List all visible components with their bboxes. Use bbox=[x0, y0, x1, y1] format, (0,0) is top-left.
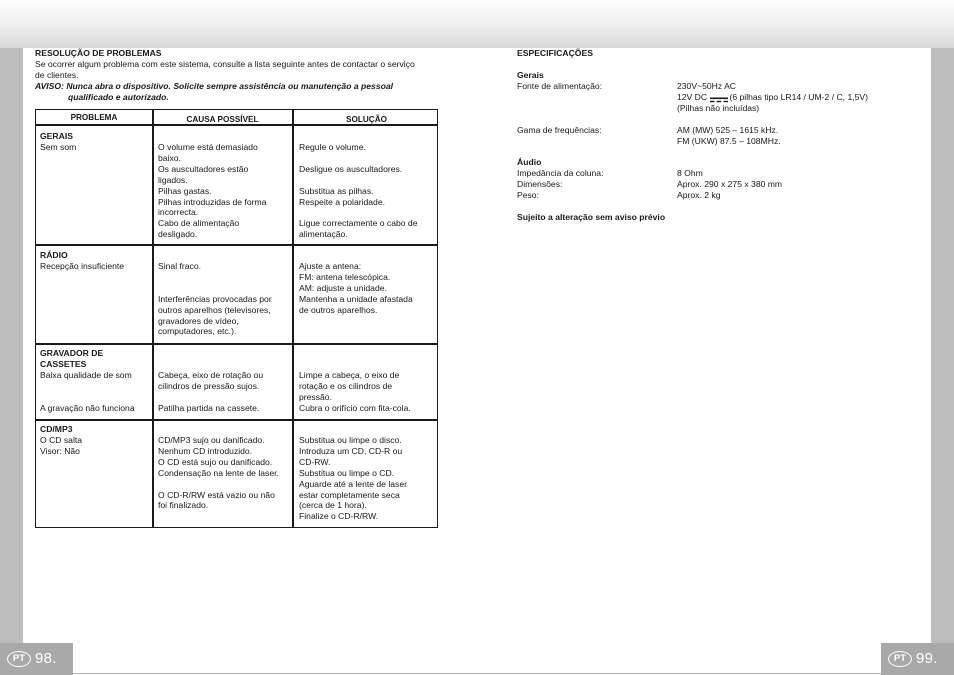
header-cause: CAUSA POSSÍVEL bbox=[186, 115, 259, 124]
solution-line: Mantenha a unidade afastada bbox=[299, 293, 413, 304]
solution-line: de outros aparelhos. bbox=[299, 304, 378, 315]
cause-radio bbox=[158, 261, 290, 337]
spec-dimensions-value: Aprox. 290 x 275 x 380 mm bbox=[677, 179, 783, 189]
spec-weight-label: Peso: bbox=[517, 190, 539, 200]
cause-line: Nenhum CD introduzido. bbox=[158, 445, 253, 456]
cause-line: cilindros de pressão sujos. bbox=[158, 380, 260, 391]
spec-power-label: Fonte de alimentação: bbox=[517, 81, 603, 91]
cause-line: Os auscultadores estão bbox=[158, 163, 249, 174]
solution-line: Substitua ou limpe o disco. bbox=[299, 435, 402, 445]
header-band bbox=[0, 0, 954, 48]
cause-line: Cabeça, eixo de rotação ou bbox=[158, 370, 264, 380]
table-row-divider bbox=[36, 244, 437, 246]
cause-line: Pilhas gastas. bbox=[158, 185, 212, 196]
section-heading: CD/MP3 bbox=[40, 424, 73, 434]
solution-line: Substitua as pilhas. bbox=[299, 185, 374, 196]
solution-line: Ajuste a antena: bbox=[299, 261, 362, 271]
solution-line: (cerca de 1 hora). bbox=[299, 500, 367, 511]
spec-dimensions-label: Dimensões: bbox=[517, 179, 563, 189]
solution-line: pressão. bbox=[299, 391, 332, 402]
section-heading: CASSETES bbox=[40, 358, 87, 369]
spec-power-value-1: 230V~50Hz AC bbox=[677, 81, 737, 91]
footer-rule bbox=[73, 673, 881, 674]
cause-line: incorrecta. bbox=[158, 207, 199, 218]
spacer bbox=[40, 381, 150, 403]
spacer bbox=[299, 153, 437, 164]
problem-text: Visor: Não bbox=[40, 445, 80, 456]
cause-line: computadores, etc.). bbox=[158, 326, 237, 337]
page-badge-left bbox=[0, 643, 73, 675]
spec-freq-value-1: AM (MW) 525 – 1615 kHz. bbox=[677, 125, 779, 135]
dc-battery-info: (6 pilhas tipo LR14 / UM-2 / C, 1,5V) bbox=[729, 92, 868, 102]
section-heading: GRAVADOR DE bbox=[40, 348, 104, 358]
table-col-divider bbox=[152, 110, 154, 527]
cause-line: O volume está demasiado bbox=[158, 142, 258, 152]
solution-line: Regule o volume. bbox=[299, 142, 366, 152]
spacer bbox=[158, 272, 290, 294]
header-problem: PROBLEMA bbox=[70, 113, 118, 122]
solution-line: AM: adjuste a unidade. bbox=[299, 282, 387, 293]
cause-general bbox=[158, 142, 290, 240]
section-cassette bbox=[40, 348, 150, 413]
solution-line: CD-RW. bbox=[299, 456, 331, 467]
cause-line: Interferências provocadas por bbox=[158, 293, 272, 304]
section-radio bbox=[40, 250, 150, 272]
cause-line: outros aparelhos (televisores, bbox=[158, 304, 271, 315]
problem-text: O CD salta bbox=[40, 434, 83, 445]
spec-impedance-value: 8 Ohm bbox=[677, 168, 703, 178]
cause-line: O CD está sujo ou danificado. bbox=[158, 456, 273, 467]
spec-audio-heading: Áudio bbox=[517, 157, 542, 167]
solution-line: Introduza um CD, CD-R ou bbox=[299, 445, 403, 456]
spec-power-value-3: (Pilhas não incluídas) bbox=[677, 103, 760, 113]
spec-freq-value-2: FM (UKW) 87.5 – 108MHz. bbox=[677, 136, 781, 146]
table-col-divider bbox=[292, 110, 294, 527]
problem-text: Baixa qualidade de som bbox=[40, 369, 132, 380]
solution-radio bbox=[299, 261, 437, 316]
cause-line: Pilhas introduzidas de forma bbox=[158, 196, 267, 207]
spec-general-heading: Gerais bbox=[517, 70, 544, 80]
solution-line: rotação e os cilindros de bbox=[299, 380, 393, 391]
warning-line-1: AVISO: Nunca abra o dispositivo. Solicite sempre assistência ou manutenção a pessoal bbox=[35, 81, 394, 91]
problem-text: Recepção insuficiente bbox=[40, 260, 125, 271]
cause-line: Condensação na lente de laser. bbox=[158, 467, 279, 478]
right-margin-bar bbox=[931, 48, 954, 646]
troubleshooting-table bbox=[35, 109, 438, 528]
solution-general bbox=[299, 142, 437, 240]
solution-cd bbox=[299, 435, 437, 522]
cause-line: O CD-R/RW está vazio ou não bbox=[158, 489, 275, 500]
cause-line: Cabo de alimentação bbox=[158, 218, 240, 229]
troubleshooting-title: RESOLUÇÃO DE PROBLEMAS bbox=[35, 48, 162, 58]
table-row-divider bbox=[36, 343, 437, 345]
cause-line: Sinal fraco. bbox=[158, 261, 201, 271]
solution-line: Respeite a polaridade. bbox=[299, 196, 385, 207]
cause-line: ligados. bbox=[158, 174, 188, 185]
language-badge: PT bbox=[888, 651, 912, 667]
intro-line-1: Se ocorrer algum problema com este sistema, consulte a lista seguinte antes de contactar o serviço bbox=[35, 59, 415, 69]
spec-power-value-2 bbox=[677, 92, 868, 103]
solution-line: alimentação. bbox=[299, 229, 348, 240]
problem-text: Sem som bbox=[40, 141, 77, 152]
solution-line: Desligue os auscultadores. bbox=[299, 163, 403, 174]
spacer bbox=[299, 175, 437, 186]
section-cd bbox=[40, 424, 150, 457]
page-number: 99. bbox=[916, 649, 938, 667]
problem-text: A gravação não funciona bbox=[40, 402, 135, 413]
solution-line: Limpe a cabeça, o eixo de bbox=[299, 370, 400, 380]
cause-line: Patilha partida na cassete. bbox=[158, 402, 260, 413]
spec-impedance-label: Impedância da coluna: bbox=[517, 168, 604, 178]
spec-weight-value: Aprox. 2 kg bbox=[677, 190, 721, 200]
spacer bbox=[158, 479, 290, 490]
solution-line: Cubra o orifício com fita-cola. bbox=[299, 402, 411, 413]
solution-line: Substitua ou limpe o CD. bbox=[299, 467, 395, 478]
solution-line: Aguarde até a lente de laser bbox=[299, 478, 407, 489]
spacer bbox=[158, 392, 290, 403]
spacer bbox=[299, 207, 437, 218]
solution-line: Ligue correctamente o cabo de bbox=[299, 218, 418, 229]
solution-line: FM: antena telescópica. bbox=[299, 271, 391, 282]
table-row-divider bbox=[36, 419, 437, 421]
cause-line: foi finalizado. bbox=[158, 500, 209, 511]
section-general bbox=[40, 131, 150, 153]
intro-line-2: de clientes. bbox=[35, 70, 79, 80]
solution-cassette bbox=[299, 370, 437, 414]
dc-symbol-icon bbox=[710, 95, 728, 101]
header-solution: SOLUÇÃO bbox=[346, 115, 387, 124]
section-heading: GERAIS bbox=[40, 131, 73, 141]
solution-line: estar completamente seca bbox=[299, 489, 400, 500]
section-heading: RÁDIO bbox=[40, 250, 68, 260]
dc-label: 12V DC bbox=[677, 92, 708, 102]
cause-cassette bbox=[158, 370, 290, 414]
page-badge-right bbox=[881, 643, 954, 675]
cause-line: gravadores de vídeo, bbox=[158, 315, 239, 326]
solution-line: Finalize o CD-R/RW. bbox=[299, 511, 379, 522]
spec-notice: Sujeito a alteração sem aviso prévio bbox=[517, 212, 666, 222]
cause-cd bbox=[158, 435, 290, 511]
warning-line-2: qualificado e autorizado. bbox=[68, 92, 169, 102]
cause-line: baixo. bbox=[158, 152, 181, 163]
language-badge: PT bbox=[7, 651, 31, 667]
spec-title: ESPECIFICAÇÕES bbox=[517, 48, 593, 58]
left-margin-bar bbox=[0, 48, 23, 646]
cause-line: desligado. bbox=[158, 229, 198, 240]
page-number: 98. bbox=[35, 649, 57, 667]
cause-line: CD/MP3 sujo ou danificado. bbox=[158, 435, 265, 445]
spec-freq-label: Gama de frequências: bbox=[517, 125, 602, 135]
